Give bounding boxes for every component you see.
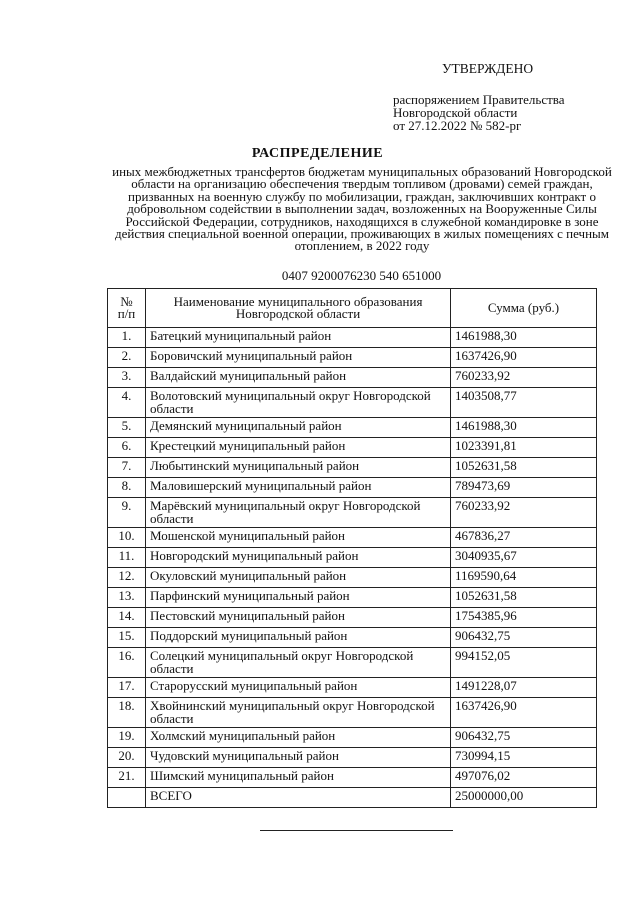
cell-num: 3. bbox=[108, 368, 146, 388]
table-row bbox=[108, 328, 597, 348]
table-row bbox=[108, 588, 597, 608]
header-name: Наименование муниципального образования Новгородской области bbox=[146, 289, 451, 328]
table-row bbox=[108, 418, 597, 438]
cell-sum: 1754385,96 bbox=[451, 608, 597, 628]
approval-line: распоряжением Правительства bbox=[393, 92, 565, 107]
cell-sum: 789473,69 bbox=[451, 478, 597, 498]
cell-sum: 1637426,90 bbox=[451, 698, 597, 728]
cell-sum: 760233,92 bbox=[451, 368, 597, 388]
cell-num: 7. bbox=[108, 458, 146, 478]
cell-num: 10. bbox=[108, 528, 146, 548]
budget-code: 0407 9200076230 540 651000 bbox=[281, 268, 442, 283]
approval-heading: УТВЕРЖДЕНО bbox=[442, 61, 534, 76]
cell-sum: 1052631,58 bbox=[451, 458, 597, 478]
cell-sum: 1403508,77 bbox=[451, 388, 597, 418]
cell-name: Пестовский муниципальный район bbox=[146, 608, 451, 628]
cell-sum: 1461988,30 bbox=[451, 328, 597, 348]
cell-num: 17. bbox=[108, 678, 146, 698]
cell-name: Холмский муниципальный район bbox=[146, 728, 451, 748]
cell-name: Солецкий муниципальный округ Новгородской области bbox=[146, 648, 451, 678]
cell-num: 4. bbox=[108, 388, 146, 418]
cell-name: Чудовский муниципальный район bbox=[146, 748, 451, 768]
table-row bbox=[108, 388, 597, 418]
cell-name: Марёвский муниципальный округ Новгородской области bbox=[146, 498, 451, 528]
approval-line: от 27.12.2022 № 582-рг bbox=[393, 118, 522, 133]
cell-sum: 906432,75 bbox=[451, 628, 597, 648]
cell-name: Старорусский муниципальный район bbox=[146, 678, 451, 698]
cell-num: 13. bbox=[108, 588, 146, 608]
cell-num: 8. bbox=[108, 478, 146, 498]
table-row bbox=[108, 608, 597, 628]
cell-name: Мошенской муниципальный район bbox=[146, 528, 451, 548]
cell-name: Валдайский муниципальный район bbox=[146, 368, 451, 388]
cell-name: Демянский муниципальный район bbox=[146, 418, 451, 438]
table-row bbox=[108, 368, 597, 388]
cell-name: ВСЕГО bbox=[146, 788, 451, 808]
table-row bbox=[108, 478, 597, 498]
cell-num: 2. bbox=[108, 348, 146, 368]
cell-num: 18. bbox=[108, 698, 146, 728]
cell-sum: 906432,75 bbox=[451, 728, 597, 748]
table-row bbox=[108, 648, 597, 678]
cell-name: Маловишерский муниципальный район bbox=[146, 478, 451, 498]
cell-name: Поддорский муниципальный район bbox=[146, 628, 451, 648]
document-title: РАСПРЕДЕЛЕНИЕ bbox=[251, 146, 384, 161]
table-row bbox=[108, 748, 597, 768]
cell-sum: 730994,15 bbox=[451, 748, 597, 768]
table-row bbox=[108, 458, 597, 478]
cell-num: 16. bbox=[108, 648, 146, 678]
cell-num bbox=[108, 788, 146, 808]
table-row bbox=[108, 528, 597, 548]
cell-num: 9. bbox=[108, 498, 146, 528]
allocation-table bbox=[107, 288, 597, 808]
cell-sum: 497076,02 bbox=[451, 768, 597, 788]
table-body bbox=[108, 328, 597, 808]
cell-name: Волотовский муниципальный округ Новгородской области bbox=[146, 388, 451, 418]
table-row bbox=[108, 768, 597, 788]
cell-num: 11. bbox=[108, 548, 146, 568]
cell-sum: 1169590,64 bbox=[451, 568, 597, 588]
cell-name: Шимский муниципальный район bbox=[146, 768, 451, 788]
cell-name: Парфинский муниципальный район bbox=[146, 588, 451, 608]
cell-sum: 3040935,67 bbox=[451, 548, 597, 568]
table-row bbox=[108, 628, 597, 648]
cell-sum: 1052631,58 bbox=[451, 588, 597, 608]
cell-name: Крестецкий муниципальный район bbox=[146, 438, 451, 458]
cell-num: 20. bbox=[108, 748, 146, 768]
table-row bbox=[108, 568, 597, 588]
table-row bbox=[108, 438, 597, 458]
cell-name: Батецкий муниципальный район bbox=[146, 328, 451, 348]
cell-name: Боровичский муниципальный район bbox=[146, 348, 451, 368]
cell-num: 12. bbox=[108, 568, 146, 588]
cell-sum: 1491228,07 bbox=[451, 678, 597, 698]
approval-line: Новгородской области bbox=[393, 105, 518, 120]
cell-num: 21. bbox=[108, 768, 146, 788]
cell-num: 14. bbox=[108, 608, 146, 628]
cell-name: Любытинский муниципальный район bbox=[146, 458, 451, 478]
table-header-row bbox=[108, 289, 597, 328]
cell-num: 5. bbox=[108, 418, 146, 438]
cell-sum: 994152,05 bbox=[451, 648, 597, 678]
header-num: № п/п bbox=[108, 289, 146, 328]
table-row bbox=[108, 498, 597, 528]
table-row bbox=[108, 728, 597, 748]
cell-sum: 1023391,81 bbox=[451, 438, 597, 458]
cell-sum: 467836,27 bbox=[451, 528, 597, 548]
cell-num: 15. bbox=[108, 628, 146, 648]
table-row bbox=[108, 548, 597, 568]
cell-num: 6. bbox=[108, 438, 146, 458]
table-total-row bbox=[108, 788, 597, 808]
cell-sum: 25000000,00 bbox=[451, 788, 597, 808]
table-row bbox=[108, 678, 597, 698]
header-sum: Сумма (руб.) bbox=[451, 289, 597, 328]
cell-sum: 1461988,30 bbox=[451, 418, 597, 438]
approval-block bbox=[393, 62, 565, 132]
cell-sum: 760233,92 bbox=[451, 498, 597, 528]
cell-name: Новгородский муниципальный район bbox=[146, 548, 451, 568]
cell-num: 1. bbox=[108, 328, 146, 348]
cell-num: 19. bbox=[108, 728, 146, 748]
cell-name: Окуловский муниципальный район bbox=[146, 568, 451, 588]
bottom-divider bbox=[260, 830, 453, 831]
table-row bbox=[108, 698, 597, 728]
cell-sum: 1637426,90 bbox=[451, 348, 597, 368]
table-row bbox=[108, 348, 597, 368]
cell-name: Хвойнинский муниципальный округ Новгородской области bbox=[146, 698, 451, 728]
document-description: иных межбюджетных трансфертов бюджетам муниципальных образований Новгородской области на организацию обеспечения твердым топливом (дровами) семей граждан, призванных на военную службу по мобилизации, граждан, заключивших контракт о добровольном содействии в выполнении задач, возложенных на Вооруженные Силы Российской Федерации, сотрудников, находящихся в служебной командировке в зоне действия специальной военной операции, проживающих в жилых помещениях с печным отоплением, в 2022 году bbox=[112, 164, 612, 254]
